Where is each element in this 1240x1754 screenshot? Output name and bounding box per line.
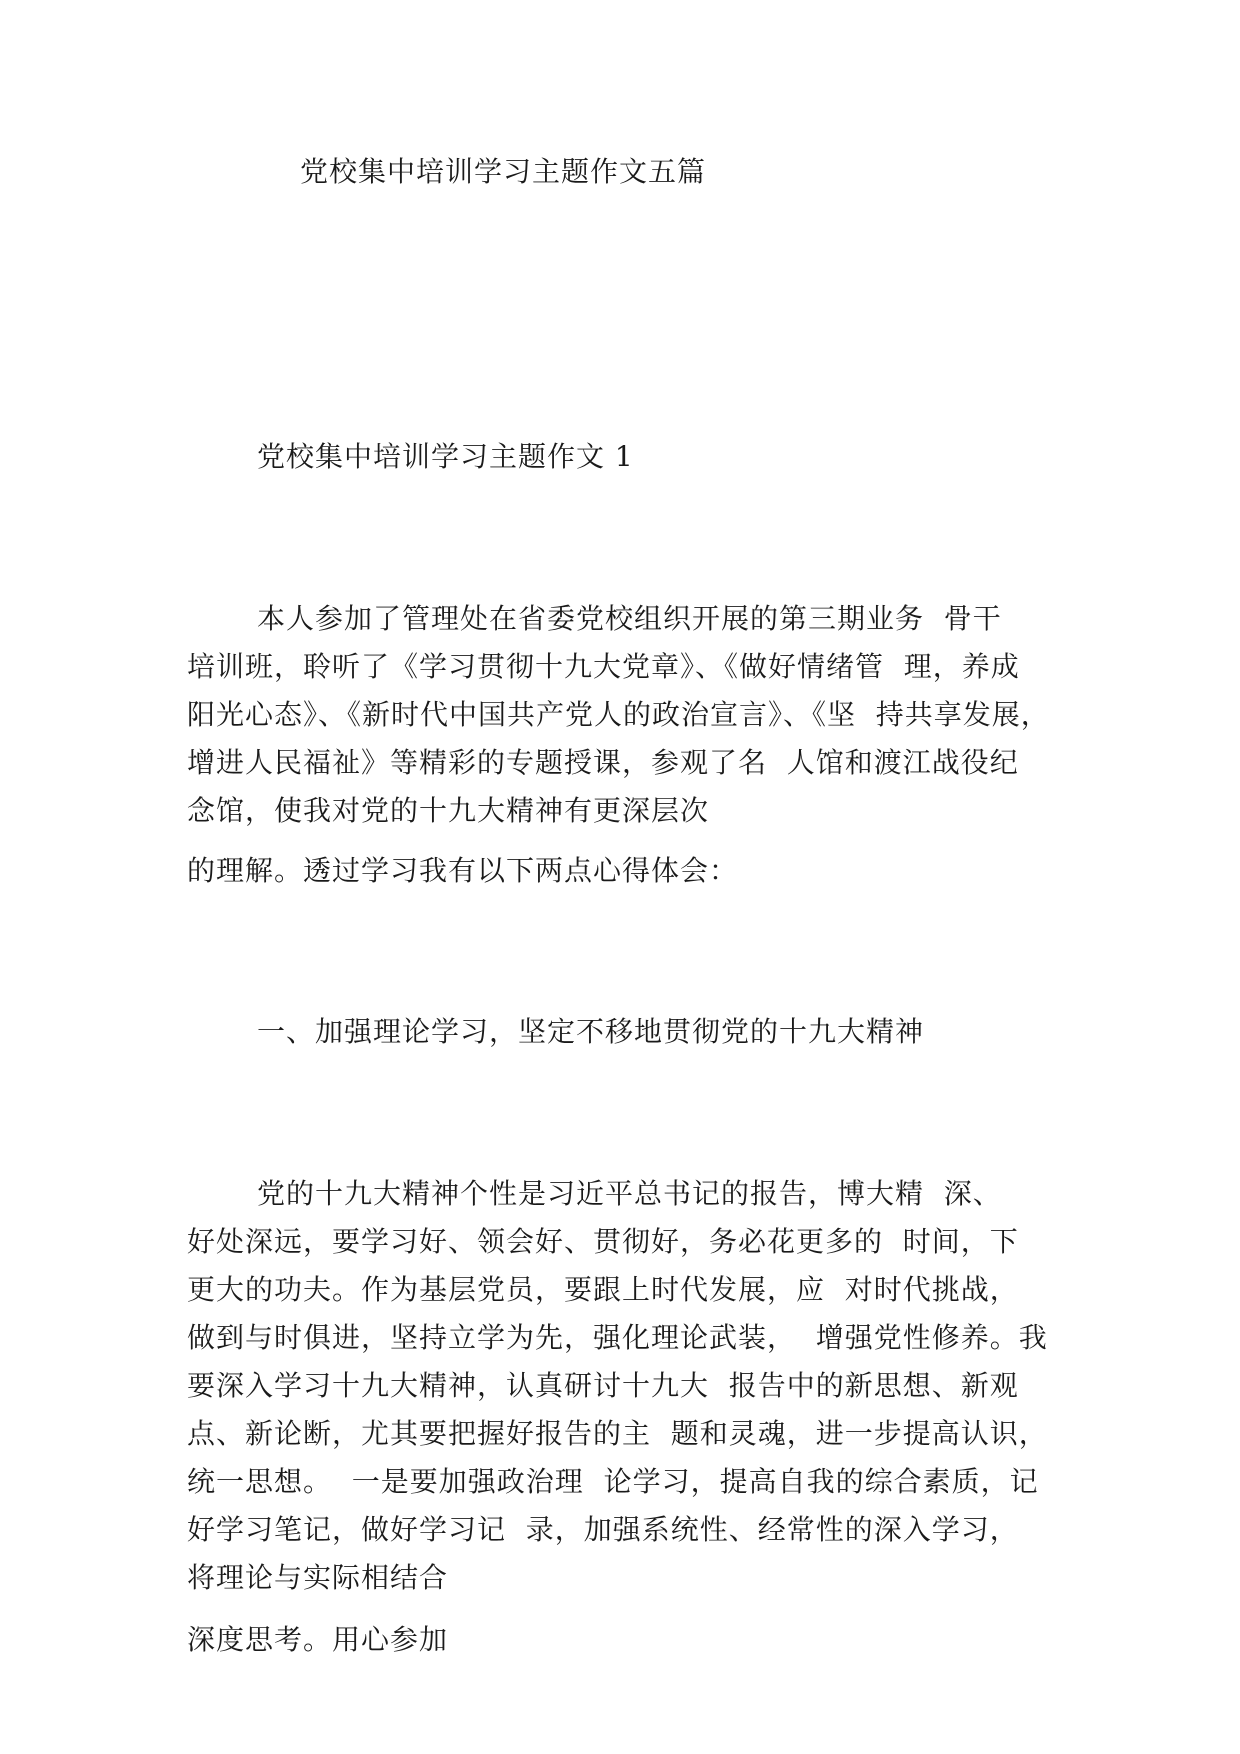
paragraph2-line-5: 要深入学习十九大精神，认真研讨十九大 报告中的新思想、新观: [187, 1369, 1019, 1402]
paragraph2-line-9: 将理论与实际相结合: [187, 1561, 449, 1594]
document-title: 党校集中培训学习主题作文五篇: [300, 155, 707, 188]
essay-subtitle: [257, 439, 634, 475]
paragraph1-line-4: 增进人民福祉》等精彩的专题授课，参观了名 人馆和渡江战役纪: [187, 746, 1019, 779]
paragraph2-line-8: 好学习笔记，做好学习记 录，加强系统性、经常性的深入学习，: [187, 1513, 1019, 1546]
paragraph2-line-10: 深度思考。用心参加: [187, 1623, 449, 1656]
paragraph2-line-3: 更大的功夫。作为基层党员，要跟上时代发展，应 对时代挑战，: [187, 1273, 1019, 1306]
paragraph1-line-1: 本人参加了管理处在省委党校组织开展的第三期业务 骨干: [257, 602, 1002, 635]
paragraph2-line-2: 好处深远，要学习好、领会好、贯彻好，务必花更多的 时间，下: [187, 1225, 1019, 1258]
paragraph1-line-5: 念馆，使我对党的十九大精神有更深层次: [187, 794, 710, 827]
essay-subtitle-number: 1: [614, 440, 634, 473]
paragraph1-line-3: 阳光心态》、《新时代中国共产党人的政治宣言》、《坚 持共享发展，: [187, 698, 1050, 731]
paragraph1-line-6: 的理解。透过学习我有以下两点心得体会：: [187, 854, 739, 887]
paragraph2-line-4: 做到与时俱进，坚持立学为先，强化理论武装， 增强党性修养。我: [187, 1321, 1048, 1354]
section-heading-1: 一、加强理论学习，坚定不移地贯彻党的十九大精神: [257, 1015, 925, 1048]
paragraph2-line-6: 点、新论断，尤其要把握好报告的主 题和灵魂，进一步提高认识，: [187, 1417, 1048, 1450]
paragraph2-line-1: 党的十九大精神个性是习近平总书记的报告，博大精 深、: [257, 1177, 1002, 1210]
paragraph1-line-2: 培训班，聆听了《学习贯彻十九大党章》、《做好情绪管 理，养成: [187, 650, 1020, 683]
paragraph2-line-7: 统一思想。 一是要加强政治理 论学习，提高自我的综合素质，记: [187, 1465, 1039, 1498]
essay-subtitle-text: 党校集中培训学习主题作文: [257, 440, 606, 473]
